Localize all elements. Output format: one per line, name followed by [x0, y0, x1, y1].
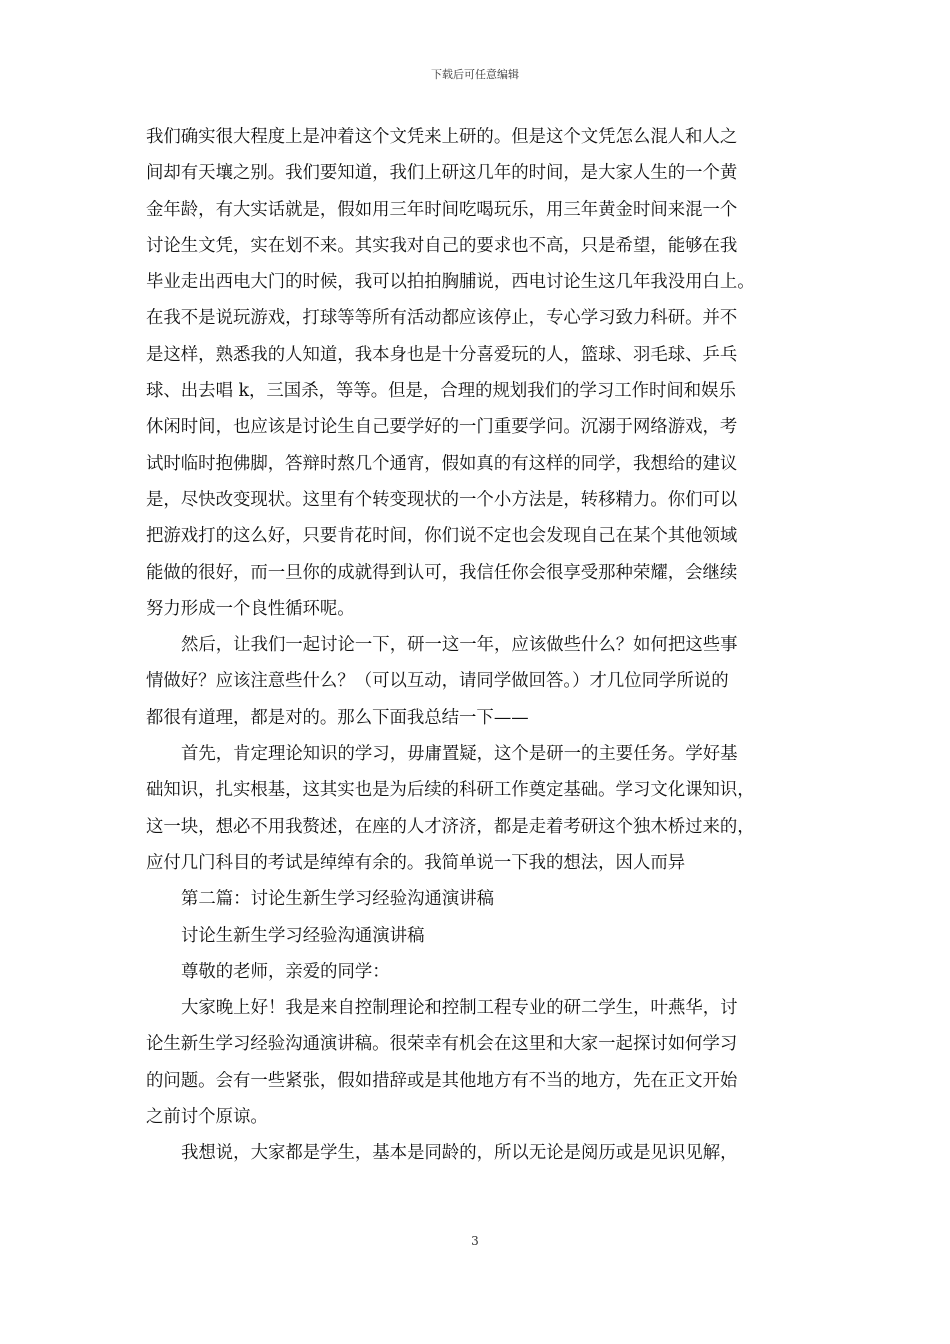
text-line: 情做好？应该注意些什么？（可以互动，请同学做回答。）才几位同学所说的: [146, 671, 729, 692]
text-line: 毕业走出西电大门的时候，我可以拍拍胸脯说，西电讨论生这几年我没用白上。: [146, 272, 755, 293]
text-line: 应付几门科目的考试是绰绰有余的。我简单说一下我的想法，因人而异: [146, 852, 686, 873]
text-line: 球、出去唱 k，三国杀，等等。但是，合理的规划我们的学习工作时间和娱乐: [146, 381, 736, 402]
speech-title: 讨论生新生学习经验沟通演讲稿: [181, 925, 425, 946]
text-line: 我想说，大家都是学生，基本是同龄的，所以无论是阅历或是见识见解，: [181, 1143, 738, 1164]
text-line: 把游戏打的这么好，只要肯花时间，你们说不定也会发现自己在某个其他领域: [146, 526, 738, 547]
text-line: 之前讨个原谅。: [146, 1107, 268, 1128]
text-line: 然后，让我们一起讨论一下，研一这一年，应该做些什么？如何把这些事: [181, 635, 738, 656]
text-line: 的问题。会有一些紧张，假如措辞或是其他地方有不当的地方，先在正文开始: [146, 1070, 738, 1091]
text-line: 努力形成一个良性循环呢。: [146, 598, 355, 619]
page-number: 3: [471, 1234, 479, 1248]
text-line: 首先，肯定理论知识的学习，毋庸置疑，这个是研一的主要任务。学好基: [181, 744, 738, 765]
document-body: [146, 119, 818, 1172]
text-line: 都很有道理，都是对的。那么下面我总结一下——: [146, 707, 529, 728]
text-line: 论生新生学习经验沟通演讲稿。很荣幸有机会在这里和大家一起探讨如何学习: [146, 1034, 738, 1055]
text-line: 是，尽快改变现状。这里有个转变现状的一个小方法是，转移精力。你们可以: [146, 489, 738, 510]
text-line: 是这样，熟悉我的人知道，我本身也是十分喜爱玩的人，篮球、羽毛球、乒乓: [146, 344, 738, 365]
text-line: 金年龄，有大实话就是，假如用三年时间吃喝玩乐，用三年黄金时间来混一个: [146, 199, 738, 220]
text-line: 在我不是说玩游戏，打球等等所有活动都应该停止，专心学习致力科研。并不: [146, 308, 738, 329]
text-line: 试时临时抱佛脚，答辩时熬几个通宵，假如真的有这样的同学，我想给的建议: [146, 453, 738, 474]
section-heading: 第二篇：讨论生新生学习经验沟通演讲稿: [181, 889, 495, 910]
text-line: 大家晚上好！我是来自控制理论和控制工程专业的研二学生，叶燕华，讨: [181, 998, 738, 1019]
salutation: 尊敬的老师，亲爱的同学：: [181, 961, 390, 982]
text-line: 这一块，想必不用我赘述，在座的人才济济，都是走着考研这个独木桥过来的，: [146, 816, 755, 837]
text-line: 我们确实很大程度上是冲着这个文凭来上研的。但是这个文凭怎么混人和人之: [146, 127, 738, 147]
text-line: 休闲时间，也应该是讨论生自己要学好的一门重要学问。沉溺于网络游戏，考: [146, 417, 738, 438]
text-line: 间却有天壤之别。我们要知道，我们上研这几年的时间，是大家人生的一个黄: [146, 163, 738, 184]
text-line: 讨论生文凭，实在划不来。其实我对自己的要求也不高，只是希望，能够在我: [146, 235, 738, 256]
page-header: 下载后可任意编辑: [431, 68, 519, 81]
text-line: 础知识，扎实根基，这其实也是为后续的科研工作奠定基础。学习文化课知识，: [146, 780, 755, 801]
text-line: 能做的很好，而一旦你的成就得到认可，我信任你会很享受那种荣耀，会继续: [146, 562, 738, 583]
